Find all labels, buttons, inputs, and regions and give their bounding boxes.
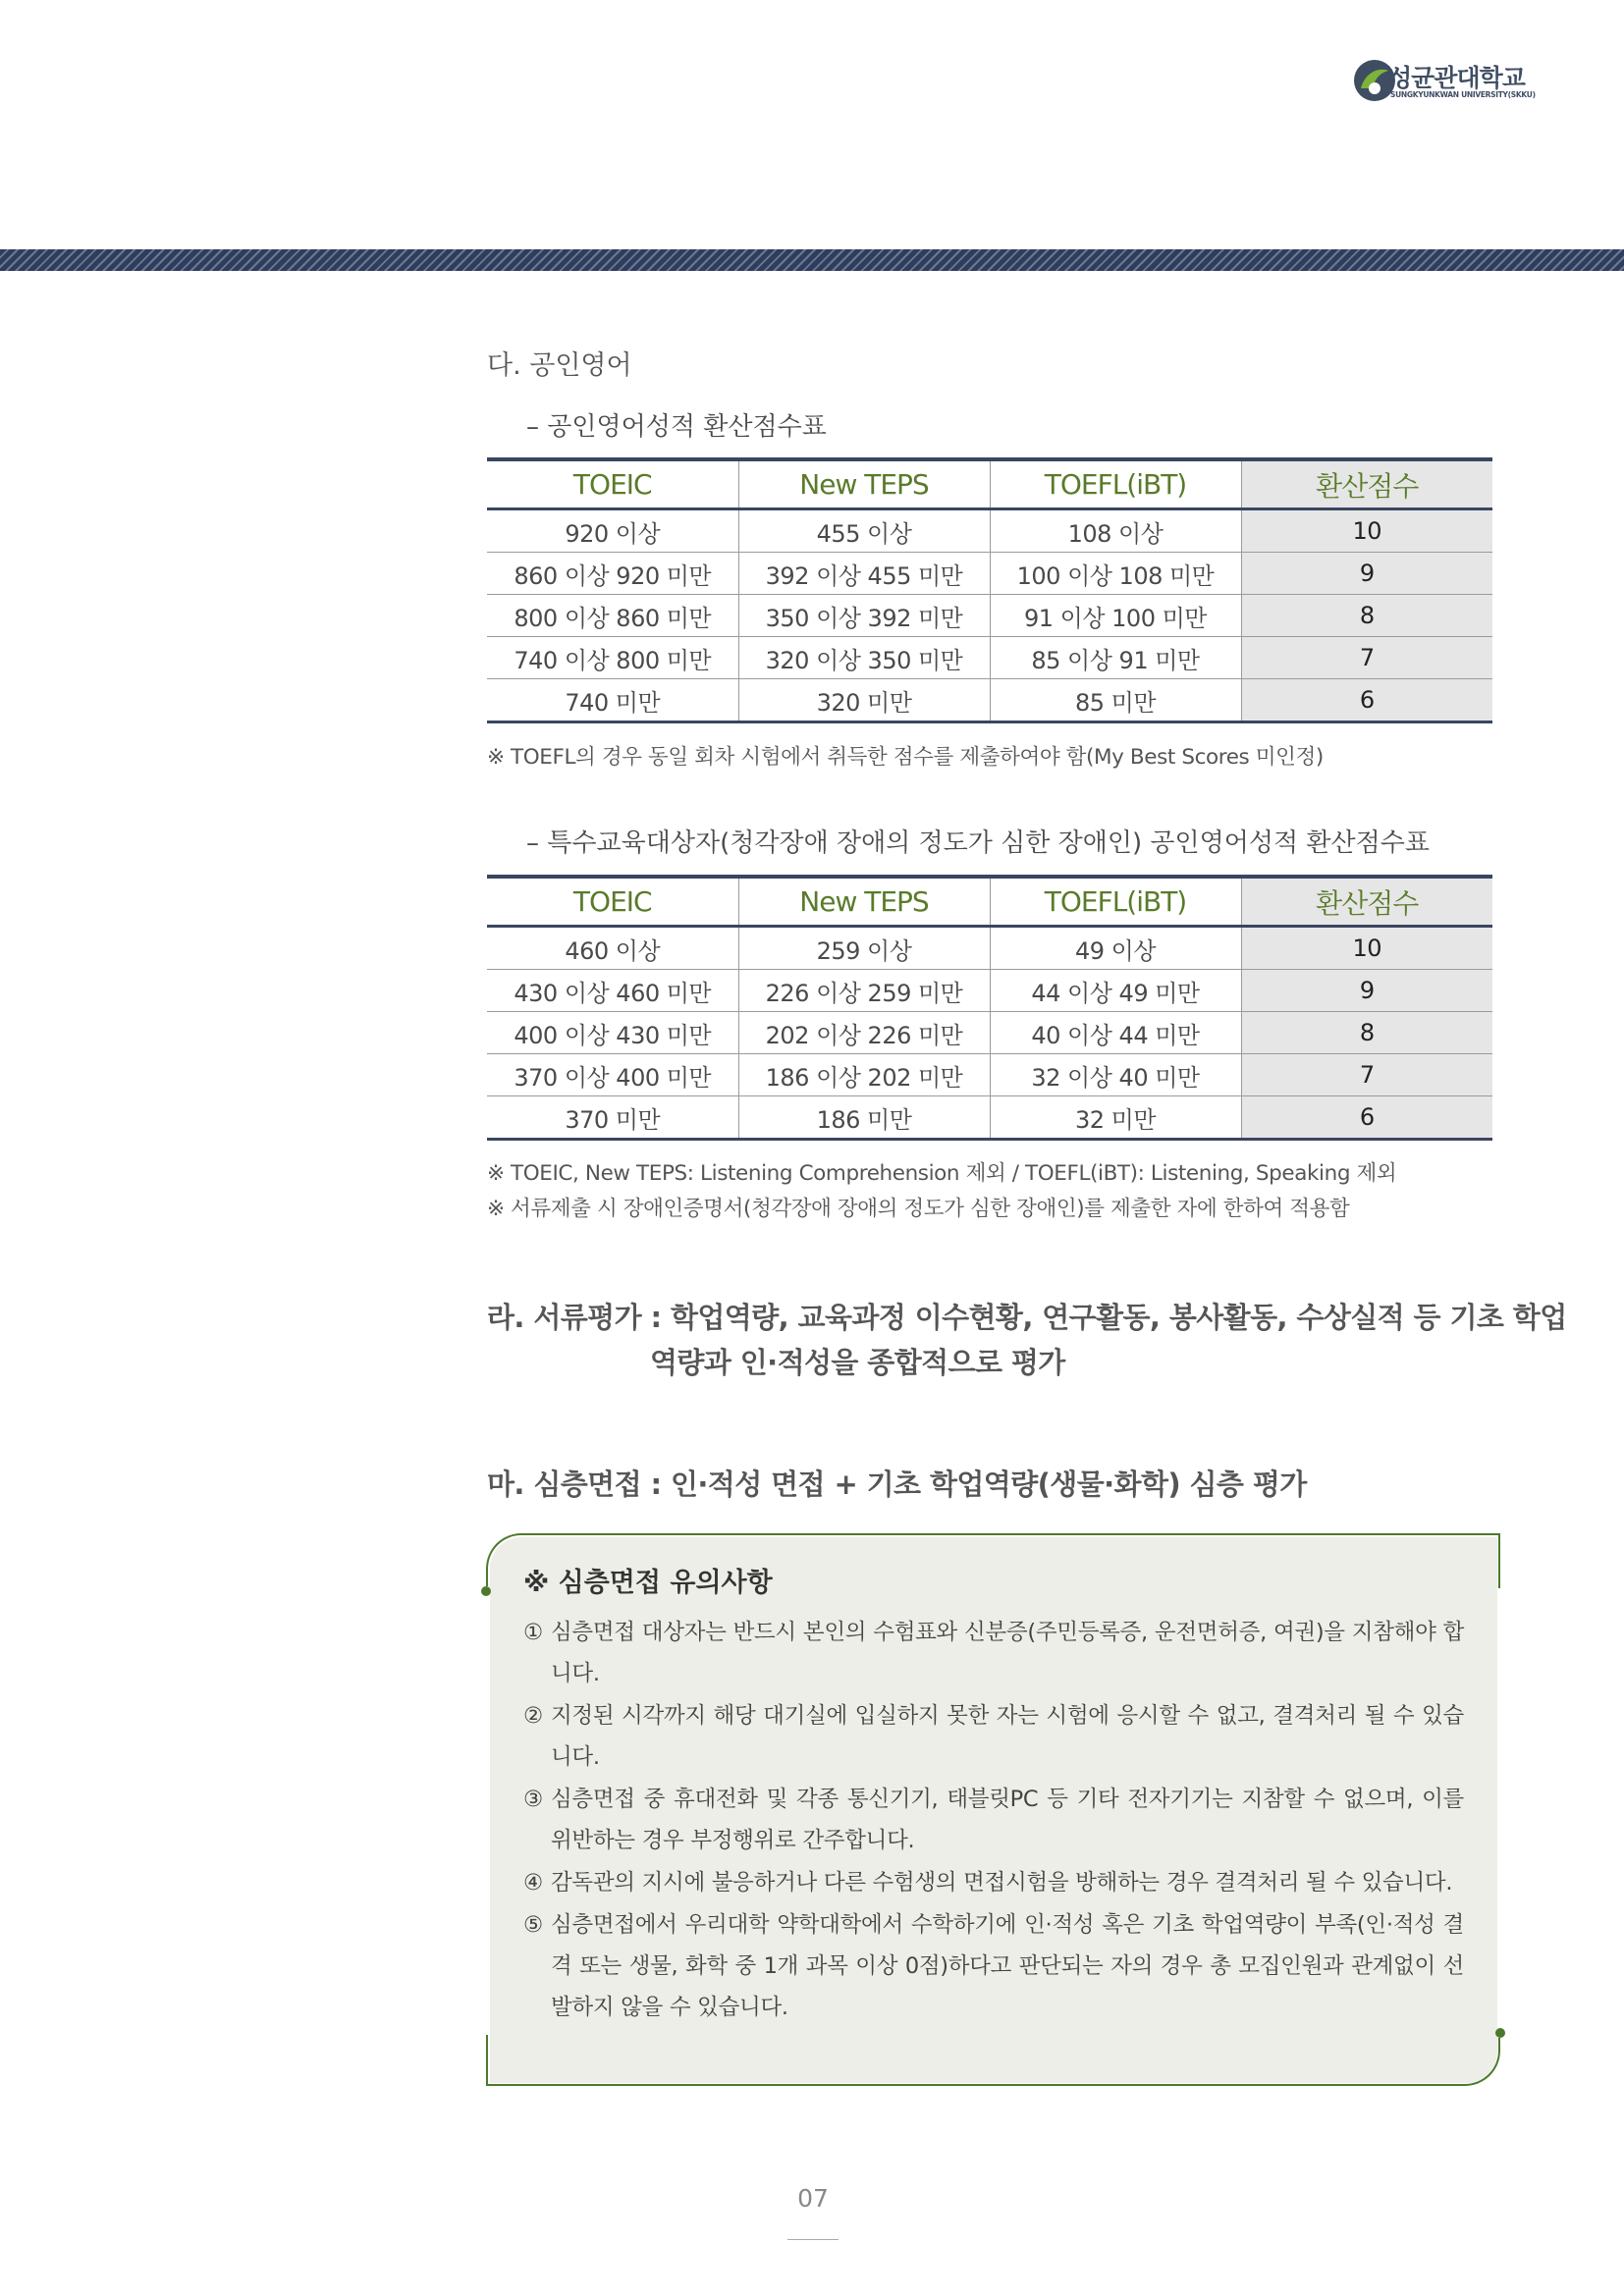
item-number: ②: [523, 1703, 543, 1729]
frame-corner: [1459, 2045, 1500, 2086]
cell-score: 9: [1241, 553, 1492, 595]
cell-toefl: 49 이상: [990, 927, 1241, 970]
item-text: 지정된 시각까지 해당 대기실에 입실하지 못한 자는 시험에 응시할 수 없고, 결격처리 될 수 있습니다.: [551, 1703, 1464, 1770]
cell-score: 8: [1241, 1012, 1492, 1054]
score-table-special-education: [487, 875, 1492, 1141]
table-row: [487, 509, 1492, 553]
cell-toefl: 100 이상 108 미만: [990, 553, 1241, 595]
cell-toeic: 370 이상 400 미만: [487, 1054, 738, 1096]
university-logo: [1353, 57, 1549, 108]
cell-toeic: 740 이상 800 미만: [487, 637, 738, 679]
frame-line: [525, 1533, 1499, 1535]
col-toeic: TOEIC: [487, 877, 738, 927]
section-ra-line-2: 역량과 인·적성을 종합적으로 평가: [650, 1346, 1065, 1379]
col-new-teps: New TEPS: [738, 459, 990, 509]
interview-notice-box: [490, 1537, 1497, 2083]
table-row: [487, 927, 1492, 970]
cell-toeic: 860 이상 920 미만: [487, 553, 738, 595]
score-table-general: [487, 457, 1492, 723]
cell-toeic: 370 미만: [487, 1096, 738, 1140]
list-item: [523, 1862, 1464, 1903]
item-number: ③: [523, 1787, 543, 1812]
list-item: [523, 1612, 1464, 1694]
cell-toefl: 85 미만: [990, 679, 1241, 722]
page-number: 07: [797, 2184, 829, 2213]
cell-toefl: 108 이상: [990, 509, 1241, 553]
logo-name: 성균관대학교: [1388, 64, 1525, 92]
cell-score: 6: [1241, 679, 1492, 722]
table-row: [487, 637, 1492, 679]
cell-toeic: 740 미만: [487, 679, 738, 722]
table-row: [487, 1012, 1492, 1054]
section-da-heading: 다. 공인영어: [487, 350, 632, 381]
table-row: [487, 1054, 1492, 1096]
frame-dot-icon: [481, 1586, 491, 1596]
col-converted-score: 환산점수: [1241, 877, 1492, 927]
cell-teps: 392 이상 455 미만: [738, 553, 990, 595]
cell-teps: 186 이상 202 미만: [738, 1054, 990, 1096]
cell-teps: 320 미만: [738, 679, 990, 722]
table2-note-1: ※ TOEIC, New TEPS: Listening Comprehension 제외 / TOEFL(iBT): Listening, Speaking 제외: [487, 1161, 1397, 1186]
cell-toefl: 44 이상 49 미만: [990, 970, 1241, 1012]
frame-dot-icon: [1495, 2028, 1505, 2038]
cell-teps: 350 이상 392 미만: [738, 595, 990, 637]
table1-note: ※ TOEFL의 경우 동일 회차 시험에서 취득한 점수를 제출하여야 함(My Best Scores 미인정): [487, 745, 1324, 770]
cell-teps: 186 미만: [738, 1096, 990, 1140]
item-text: 감독관의 지시에 불응하거나 다른 수험생의 면접시험을 방해하는 경우 결격처리 될 수 있습니다.: [551, 1870, 1453, 1896]
item-number: ④: [523, 1870, 543, 1896]
page-number-underline: [787, 2239, 839, 2240]
col-converted-score: 환산점수: [1241, 459, 1492, 509]
item-text: 심층면접 중 휴대전화 및 각종 통신기기, 태블릿PC 등 기타 전자기기는 지참할 수 없으며, 이를 위반하는 경우 부정행위로 간주합니다.: [551, 1787, 1464, 1853]
table-row: [487, 679, 1492, 722]
notice-list: [523, 1612, 1464, 2029]
cell-toefl: 85 이상 91 미만: [990, 637, 1241, 679]
frame-line: [1498, 2038, 1500, 2048]
section-ma-heading: 마. 심층면접 : 인·적성 면접 + 기초 학업역량(생물·화학) 심층 평가: [487, 1468, 1307, 1501]
cell-score: 7: [1241, 637, 1492, 679]
table-header-row: [487, 459, 1492, 509]
table-header-row: [487, 877, 1492, 927]
cell-teps: 455 이상: [738, 509, 990, 553]
list-item: [523, 1779, 1464, 1861]
item-number: ⑤: [523, 1912, 543, 1938]
header-stripe: [0, 249, 1624, 271]
cell-toeic: 430 이상 460 미만: [487, 970, 738, 1012]
frame-line: [486, 2084, 1462, 2086]
cell-score: 8: [1241, 595, 1492, 637]
item-text: 심층면접에서 우리대학 약학대학에서 수학하기에 인·적성 혹은 기초 학업역량이 부족(인·적성 결격 또는 생물, 화학 중 1개 과목 이상 0점)하다고 판단되는 자의 경우 총 모집인원과 관계없이 선발하지 않을 수 있습니다.: [551, 1912, 1464, 2020]
cell-teps: 259 이상: [738, 927, 990, 970]
table2-note-2: ※ 서류제출 시 장애인증명서(청각장애 장애의 정도가 심한 장애인)를 제출한 자에 한하여 적용함: [487, 1197, 1350, 1221]
table-row: [487, 1096, 1492, 1140]
col-toeic: TOEIC: [487, 459, 738, 509]
list-item: [523, 1695, 1464, 1778]
cell-toeic: 400 이상 430 미만: [487, 1012, 738, 1054]
table-row: [487, 595, 1492, 637]
cell-score: 9: [1241, 970, 1492, 1012]
cell-toefl: 32 이상 40 미만: [990, 1054, 1241, 1096]
col-toefl: TOEFL(iBT): [990, 459, 1241, 509]
cell-toeic: 920 이상: [487, 509, 738, 553]
cell-teps: 320 이상 350 미만: [738, 637, 990, 679]
cell-score: 7: [1241, 1054, 1492, 1096]
cell-toefl: 32 미만: [990, 1096, 1241, 1140]
item-text: 심층면접 대상자는 반드시 본인의 수험표와 신분증(주민등록증, 운전면허증, 여권)을 지참해야 합니다.: [551, 1620, 1464, 1686]
frame-corner: [486, 1533, 527, 1575]
table-row: [487, 970, 1492, 1012]
frame-line: [1498, 1533, 1500, 1588]
notice-title: ※ 심층면접 유의사항: [523, 1568, 773, 1598]
cell-score: 10: [1241, 509, 1492, 553]
cell-score: 10: [1241, 927, 1492, 970]
cell-teps: 202 이상 226 미만: [738, 1012, 990, 1054]
cell-toeic: 460 이상: [487, 927, 738, 970]
cell-toeic: 800 이상 860 미만: [487, 595, 738, 637]
table-row: [487, 553, 1492, 595]
col-new-teps: New TEPS: [738, 877, 990, 927]
item-number: ①: [523, 1620, 543, 1645]
frame-line: [486, 2035, 488, 2086]
cell-toefl: 40 이상 44 미만: [990, 1012, 1241, 1054]
col-toefl: TOEFL(iBT): [990, 877, 1241, 927]
table1-caption: – 공인영어성적 환산점수표: [526, 412, 827, 442]
logo-subtitle: SUNGKYUNKWAN UNIVERSITY(SKKU): [1390, 90, 1536, 99]
cell-score: 6: [1241, 1096, 1492, 1140]
list-item: [523, 1904, 1464, 2028]
cell-toefl: 91 이상 100 미만: [990, 595, 1241, 637]
frame-line: [486, 1573, 488, 1586]
section-ra-line-1: 라. 서류평가 : 학업역량, 교육과정 이수현황, 연구활동, 봉사활동, 수상실적 등 기초 학업: [487, 1301, 1567, 1334]
table2-caption: – 특수교육대상자(청각장애 장애의 정도가 심한 장애인) 공인영어성적 환산점수표: [526, 828, 1430, 858]
cell-teps: 226 이상 259 미만: [738, 970, 990, 1012]
